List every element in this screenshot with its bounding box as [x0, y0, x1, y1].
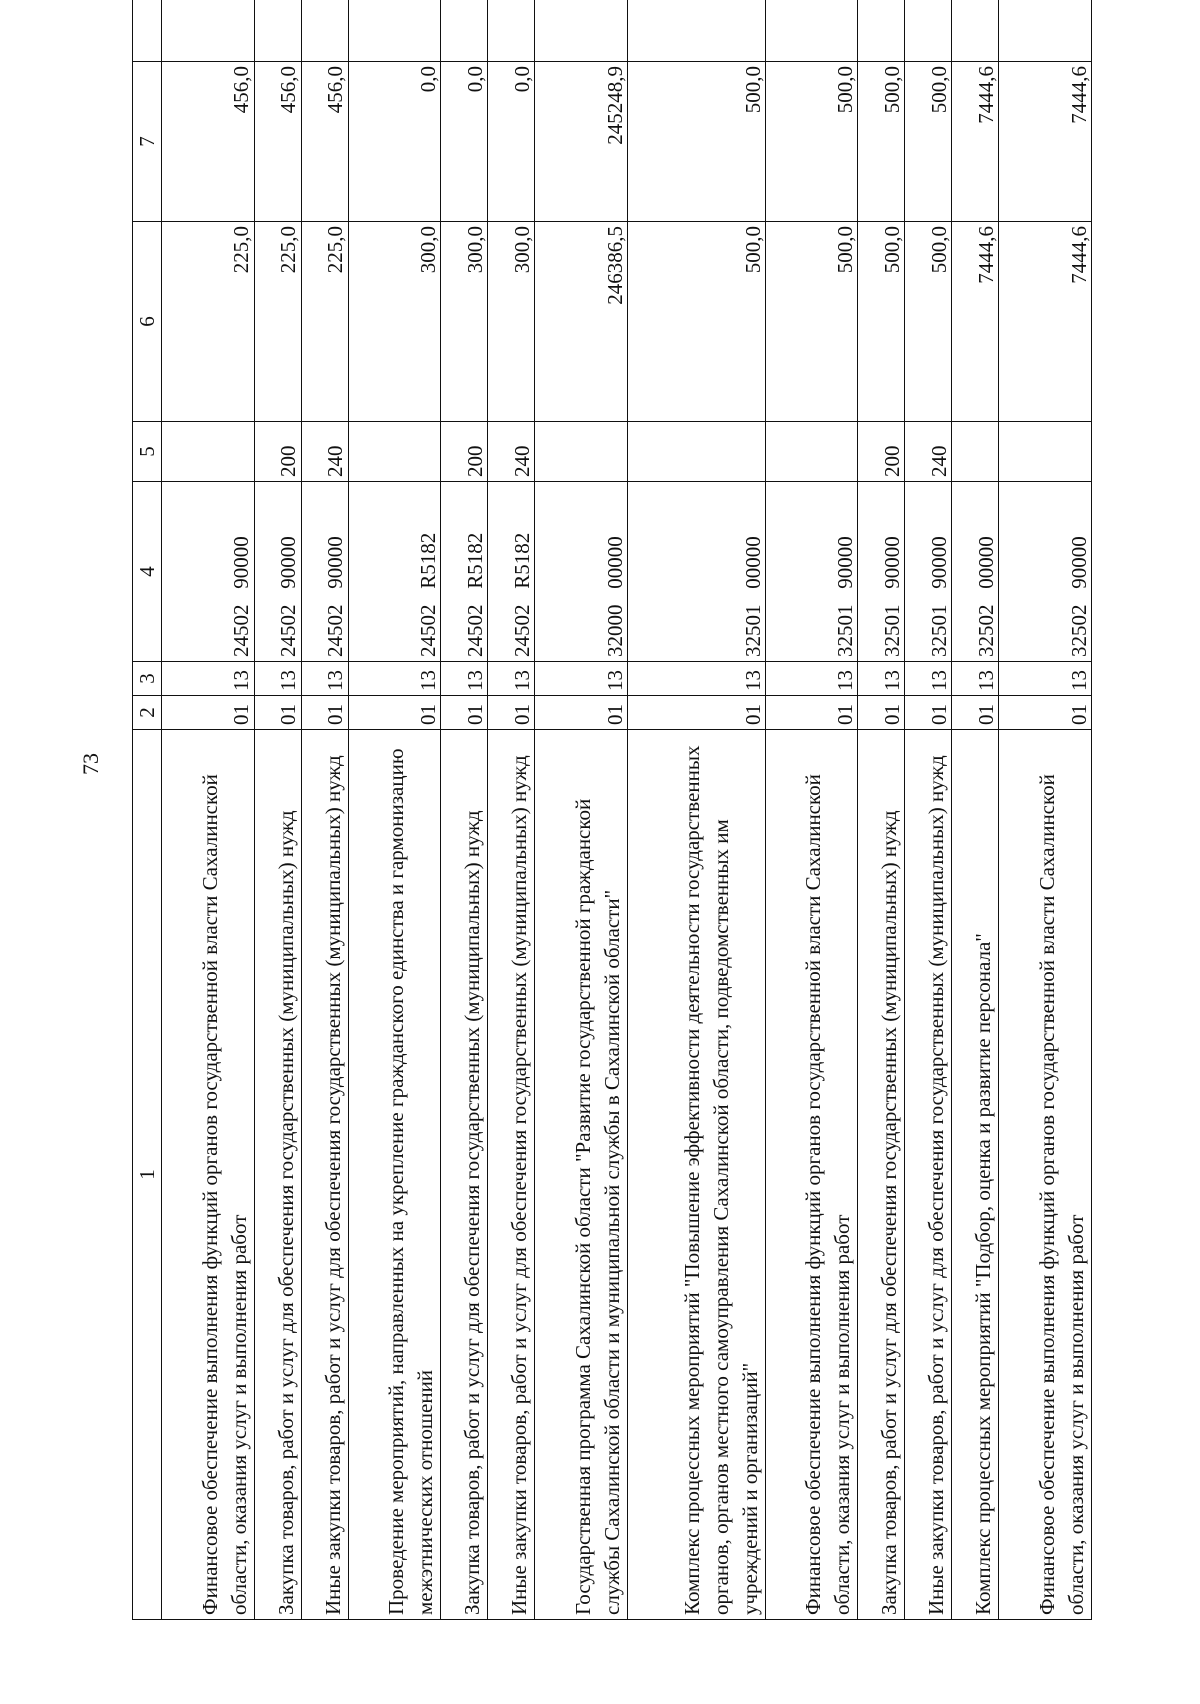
header-col-3: 3 [133, 662, 162, 696]
amount-col-7-cell: 0,0 [441, 62, 488, 222]
amount-col-8-cell [301, 0, 348, 62]
section-code-cell: 01 [301, 696, 348, 730]
target-article-cell: 32501 00000 [627, 482, 765, 662]
amount-col-6-cell: 7444,6 [999, 222, 1092, 422]
table-header-row [133, 0, 162, 1620]
amount-col-7-cell: 500,0 [765, 62, 858, 222]
expense-type-cell [535, 422, 628, 482]
expense-type-cell [765, 422, 858, 482]
target-article-cell: 24502 90000 [301, 482, 348, 662]
subsection-code-cell: 13 [535, 662, 628, 696]
subsection-code-cell: 13 [858, 662, 905, 696]
amount-col-8-cell [488, 0, 535, 62]
header-col-4: 4 [133, 482, 162, 662]
target-article-cell: 24502 90000 [254, 482, 301, 662]
table-row [627, 0, 765, 1620]
header-col-8 [133, 0, 162, 62]
table-row [999, 0, 1092, 1620]
subsection-code-cell: 13 [905, 662, 952, 696]
target-article-cell: 32501 90000 [765, 482, 858, 662]
expense-type-cell: 200 [254, 422, 301, 482]
section-code-cell: 01 [162, 696, 255, 730]
amount-col-6-cell: 300,0 [488, 222, 535, 422]
amount-col-8-cell [627, 0, 765, 62]
expense-type-cell [952, 422, 999, 482]
amount-col-7-cell: 456,0 [301, 62, 348, 222]
table-row [858, 0, 905, 1620]
amount-col-7-cell: 7444,6 [999, 62, 1092, 222]
header-col-6: 6 [133, 222, 162, 422]
expense-name-cell: Комплекс процессных мероприятий "Подбор, оценка и развитие персонала" [952, 730, 999, 1620]
budget-table-container [132, 60, 1092, 1620]
table-row [301, 0, 348, 1620]
subsection-code-cell: 13 [999, 662, 1092, 696]
amount-col-8-cell [348, 0, 441, 62]
amount-col-7-cell: 456,0 [254, 62, 301, 222]
table-row [905, 0, 952, 1620]
table-row [441, 0, 488, 1620]
expense-type-cell: 200 [858, 422, 905, 482]
amount-col-6-cell: 500,0 [765, 222, 858, 422]
expense-type-cell: 240 [488, 422, 535, 482]
subsection-code-cell: 13 [301, 662, 348, 696]
header-col-5: 5 [133, 422, 162, 482]
target-article-cell: 32501 90000 [858, 482, 905, 662]
table-row [254, 0, 301, 1620]
expense-name-cell: Финансовое обеспечение выполнения функций органов государственной власти Сахалинской области, оказания услуг и выполнения работ [162, 730, 255, 1620]
page-number: 73 [78, 753, 103, 775]
table-row [535, 0, 628, 1620]
amount-col-8-cell [162, 0, 255, 62]
expense-type-cell [348, 422, 441, 482]
expense-name-cell: Комплекс процессных мероприятий "Повышение эффективности деятельности государственных органов, органов местного самоуправления Сахалинской области, подведомственных им учреждений и организаций" [627, 730, 765, 1620]
table-row [765, 0, 858, 1620]
section-code-cell: 01 [952, 696, 999, 730]
expense-name-cell: Закупка товаров, работ и услуг для обеспечения государственных (муниципальных) нужд [441, 730, 488, 1620]
amount-col-8-cell [535, 0, 628, 62]
amount-col-6-cell: 300,0 [348, 222, 441, 422]
expense-type-cell: 200 [441, 422, 488, 482]
subsection-code-cell: 13 [254, 662, 301, 696]
expense-name-cell: Финансовое обеспечение выполнения функций органов государственной власти Сахалинской области, оказания услуг и выполнения работ [999, 730, 1092, 1620]
subsection-code-cell: 13 [348, 662, 441, 696]
section-code-cell: 01 [627, 696, 765, 730]
amount-col-8-cell [765, 0, 858, 62]
target-article-cell: 24502 90000 [162, 482, 255, 662]
expense-type-cell: 240 [905, 422, 952, 482]
amount-col-8-cell [254, 0, 301, 62]
amount-col-7-cell: 0,0 [348, 62, 441, 222]
amount-col-7-cell: 0,0 [488, 62, 535, 222]
expense-type-cell: 240 [301, 422, 348, 482]
amount-col-8-cell [999, 0, 1092, 62]
table-row [348, 0, 441, 1620]
amount-col-6-cell: 7444,6 [952, 222, 999, 422]
subsection-code-cell: 13 [952, 662, 999, 696]
amount-col-6-cell: 225,0 [254, 222, 301, 422]
amount-col-7-cell: 500,0 [627, 62, 765, 222]
subsection-code-cell: 13 [441, 662, 488, 696]
target-article-cell: 32000 00000 [535, 482, 628, 662]
subsection-code-cell: 13 [488, 662, 535, 696]
header-col-7: 7 [133, 62, 162, 222]
section-code-cell: 01 [905, 696, 952, 730]
amount-col-6-cell: 225,0 [162, 222, 255, 422]
section-code-cell: 01 [254, 696, 301, 730]
amount-col-6-cell: 300,0 [441, 222, 488, 422]
header-col-2: 2 [133, 696, 162, 730]
section-code-cell: 01 [441, 696, 488, 730]
amount-col-8-cell [441, 0, 488, 62]
expense-name-cell: Государственная программа Сахалинской области "Развитие государственной гражданской службы Сахалинской области и муниципальной службы в Сахалинской области" [535, 730, 628, 1620]
subsection-code-cell: 13 [765, 662, 858, 696]
target-article-cell: 32502 90000 [999, 482, 1092, 662]
expense-name-cell: Иные закупки товаров, работ и услуг для обеспечения государственных (муниципальных) нужд [301, 730, 348, 1620]
amount-col-8-cell [952, 0, 999, 62]
section-code-cell: 01 [999, 696, 1092, 730]
target-article-cell: 32502 00000 [952, 482, 999, 662]
amount-col-7-cell: 7444,6 [952, 62, 999, 222]
expense-name-cell: Иные закупки товаров, работ и услуг для обеспечения государственных (муниципальных) нужд [905, 730, 952, 1620]
subsection-code-cell: 13 [627, 662, 765, 696]
amount-col-7-cell: 500,0 [858, 62, 905, 222]
amount-col-6-cell: 500,0 [858, 222, 905, 422]
header-col-1: 1 [133, 730, 162, 1620]
amount-col-6-cell: 500,0 [905, 222, 952, 422]
table-row [952, 0, 999, 1620]
section-code-cell: 01 [765, 696, 858, 730]
expense-type-cell [162, 422, 255, 482]
section-code-cell: 01 [535, 696, 628, 730]
amount-col-6-cell: 225,0 [301, 222, 348, 422]
subsection-code-cell: 13 [162, 662, 255, 696]
target-article-cell: 24502 R5182 [488, 482, 535, 662]
amount-col-7-cell: 456,0 [162, 62, 255, 222]
amount-col-8-cell [905, 0, 952, 62]
budget-table [132, 0, 1092, 1620]
expense-name-cell: Закупка товаров, работ и услуг для обеспечения государственных (муниципальных) нужд [858, 730, 905, 1620]
amount-col-6-cell: 246386,5 [535, 222, 628, 422]
amount-col-8-cell [858, 0, 905, 62]
table-row [488, 0, 535, 1620]
target-article-cell: 24502 R5182 [441, 482, 488, 662]
section-code-cell: 01 [488, 696, 535, 730]
expense-type-cell [999, 422, 1092, 482]
expense-name-cell: Проведение мероприятий, направленных на укрепление гражданского единства и гармонизацию межэтнических отношений [348, 730, 441, 1620]
target-article-cell: 24502 R5182 [348, 482, 441, 662]
expense-name-cell: Иные закупки товаров, работ и услуг для обеспечения государственных (муниципальных) нужд [488, 730, 535, 1620]
expense-name-cell: Финансовое обеспечение выполнения функций органов государственной власти Сахалинской области, оказания услуг и выполнения работ [765, 730, 858, 1620]
section-code-cell: 01 [348, 696, 441, 730]
amount-col-7-cell: 500,0 [905, 62, 952, 222]
target-article-cell: 32501 90000 [905, 482, 952, 662]
table-row [162, 0, 255, 1620]
expense-name-cell: Закупка товаров, работ и услуг для обеспечения государственных (муниципальных) нужд [254, 730, 301, 1620]
amount-col-6-cell: 500,0 [627, 222, 765, 422]
amount-col-7-cell: 245248,9 [535, 62, 628, 222]
expense-type-cell [627, 422, 765, 482]
section-code-cell: 01 [858, 696, 905, 730]
